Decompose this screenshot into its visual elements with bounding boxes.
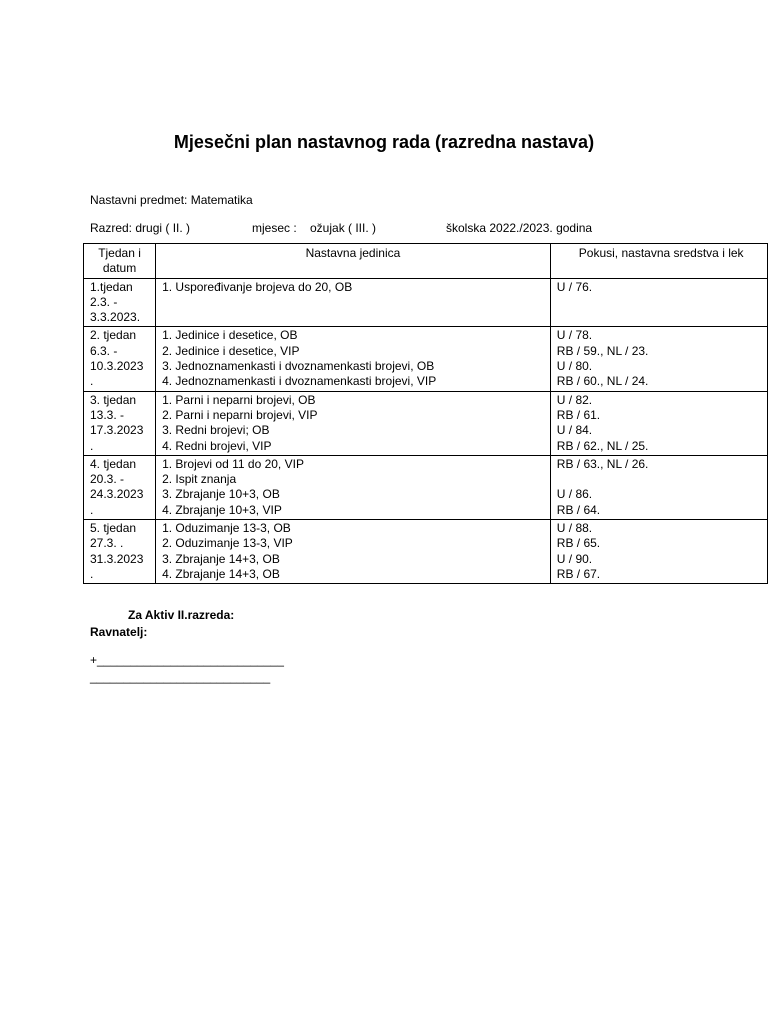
resources-cell-line: RB / 61.: [556, 407, 601, 422]
resources-cell-line: RB / 64.: [556, 502, 601, 517]
week-cell-line: 4. tjedan: [90, 456, 137, 471]
unit-cell-line: 1. Parni i neparni brojevi, OB: [162, 392, 316, 407]
header-week-line: datum: [102, 261, 137, 276]
unit-cell-line: 2. Parni i neparni brojevi, VIP: [162, 407, 318, 422]
header-unit: Nastavna jedinica: [156, 244, 551, 279]
unit-cell-line: 4. Zbrajanje 14+3, OB: [162, 566, 280, 581]
unit-cell: [156, 278, 551, 327]
signature-line: +____________________________: [90, 653, 284, 667]
week-cell-line: .: [90, 374, 94, 389]
resources-cell: [550, 278, 767, 327]
resources-cell-line: U / 88.: [556, 521, 593, 536]
table-row: [84, 327, 768, 391]
week-cell: [84, 278, 156, 327]
week-cell-line: .: [90, 438, 94, 453]
plan-table: [83, 243, 768, 584]
week-cell-line: 31.3.2023: [90, 551, 144, 566]
unit-cell: [156, 327, 551, 391]
week-cell: [84, 520, 156, 584]
week-cell-line: 6.3. -: [90, 343, 118, 358]
unit-cell-line: 1. Oduzimanje 13-3, OB: [162, 521, 291, 536]
week-cell: [84, 391, 156, 455]
week-cell-line: 2. tjedan: [90, 328, 137, 343]
week-cell: [84, 327, 156, 391]
resources-cell-line: RB / 67.: [556, 566, 601, 581]
week-cell: [84, 455, 156, 519]
subject-line: Nastavni predmet: Matematika: [90, 193, 253, 207]
week-cell-line: 3. tjedan: [90, 392, 137, 407]
resources-cell-line: RB / 63., NL / 26.: [556, 456, 649, 471]
resources-cell: [550, 455, 767, 519]
table-row: [84, 520, 768, 584]
week-cell-line: 13.3. -: [90, 407, 125, 422]
resources-cell-line: RB / 60., NL / 24.: [556, 374, 649, 389]
resources-cell-line: U / 84.: [556, 423, 593, 438]
grade-label: Razred: drugi ( II. ): [90, 221, 191, 235]
document-title: Mjesečni plan nastavnog rada (razredna nastava): [173, 132, 595, 152]
week-cell-line: 3.3.2023.: [90, 310, 141, 325]
resources-cell-line: [557, 472, 761, 487]
unit-cell: [156, 455, 551, 519]
unit-cell-line: 2. Oduzimanje 13-3, VIP: [162, 536, 293, 551]
week-cell-line: 2.3. -: [90, 294, 118, 309]
table-row: [84, 278, 768, 327]
unit-cell-line: 3. Zbrajanje 10+3, OB: [162, 487, 280, 502]
week-cell-line: 24.3.2023: [90, 487, 144, 502]
resources-cell-line: U / 82.: [556, 392, 593, 407]
header-week: [84, 244, 156, 279]
resources-cell: [550, 520, 767, 584]
table-header-row: [84, 244, 768, 279]
resources-cell-line: RB / 62., NL / 25.: [556, 438, 649, 453]
unit-cell-line: 1. Uspoređivanje brojeva do 20, OB: [162, 279, 353, 294]
week-cell-line: 17.3.2023: [90, 423, 144, 438]
school-year: školska 2022./2023. godina: [446, 221, 593, 235]
unit-cell-line: 2. Ispit znanja: [162, 472, 237, 487]
week-cell-line: 1.tjedan: [90, 279, 133, 294]
signature-line: ___________________________: [90, 670, 271, 684]
week-cell-line: 27.3. .: [90, 536, 124, 551]
month-value: ožujak ( III. ): [310, 221, 377, 235]
month-label: mjesec :: [252, 221, 297, 235]
resources-cell-line: U / 78.: [556, 328, 593, 343]
unit-cell-line: 1. Brojevi od 11 do 20, VIP: [162, 456, 304, 471]
resources-cell: [550, 391, 767, 455]
resources-cell-line: U / 90.: [556, 551, 593, 566]
aktiv-label: Za Aktiv II.razreda:: [128, 608, 235, 622]
week-cell-line: .: [90, 566, 94, 581]
unit-cell-line: 2. Jedinice i desetice, VIP: [162, 343, 300, 358]
unit-cell-line: 1. Jedinice i desetice, OB: [162, 328, 298, 343]
resources-cell-line: U / 80.: [556, 359, 593, 374]
resources-cell: [550, 327, 767, 391]
unit-cell-line: 4. Jednoznamenkasti i dvoznamenkasti brojevi, VIP: [162, 374, 437, 389]
resources-cell-line: U / 86.: [556, 487, 593, 502]
week-cell-line: 20.3. -: [90, 472, 125, 487]
week-cell-line: .: [90, 502, 94, 517]
week-cell-line: 10.3.2023: [90, 359, 144, 374]
table-row: [84, 455, 768, 519]
header-resources: Pokusi, nastavna sredstva i lek: [550, 244, 767, 279]
unit-cell-line: 4. Zbrajanje 10+3, VIP: [162, 502, 282, 517]
table-row: [84, 391, 768, 455]
header-week-line: Tjedan i: [98, 246, 141, 260]
unit-cell-line: 4. Redni brojevi, VIP: [162, 438, 272, 453]
principal-label: Ravnatelj:: [90, 625, 148, 639]
unit-cell: [156, 520, 551, 584]
unit-cell-line: 3. Jednoznamenkasti i dvoznamenkasti brojevi, OB: [162, 359, 435, 374]
resources-cell-line: U / 76.: [556, 279, 593, 294]
resources-cell-line: RB / 65.: [556, 536, 601, 551]
unit-cell-line: 3. Zbrajanje 14+3, OB: [162, 551, 280, 566]
unit-cell-line: 3. Redni brojevi; OB: [162, 423, 270, 438]
resources-cell-line: RB / 59., NL / 23.: [556, 343, 649, 358]
unit-cell: [156, 391, 551, 455]
week-cell-line: 5. tjedan: [90, 521, 137, 536]
